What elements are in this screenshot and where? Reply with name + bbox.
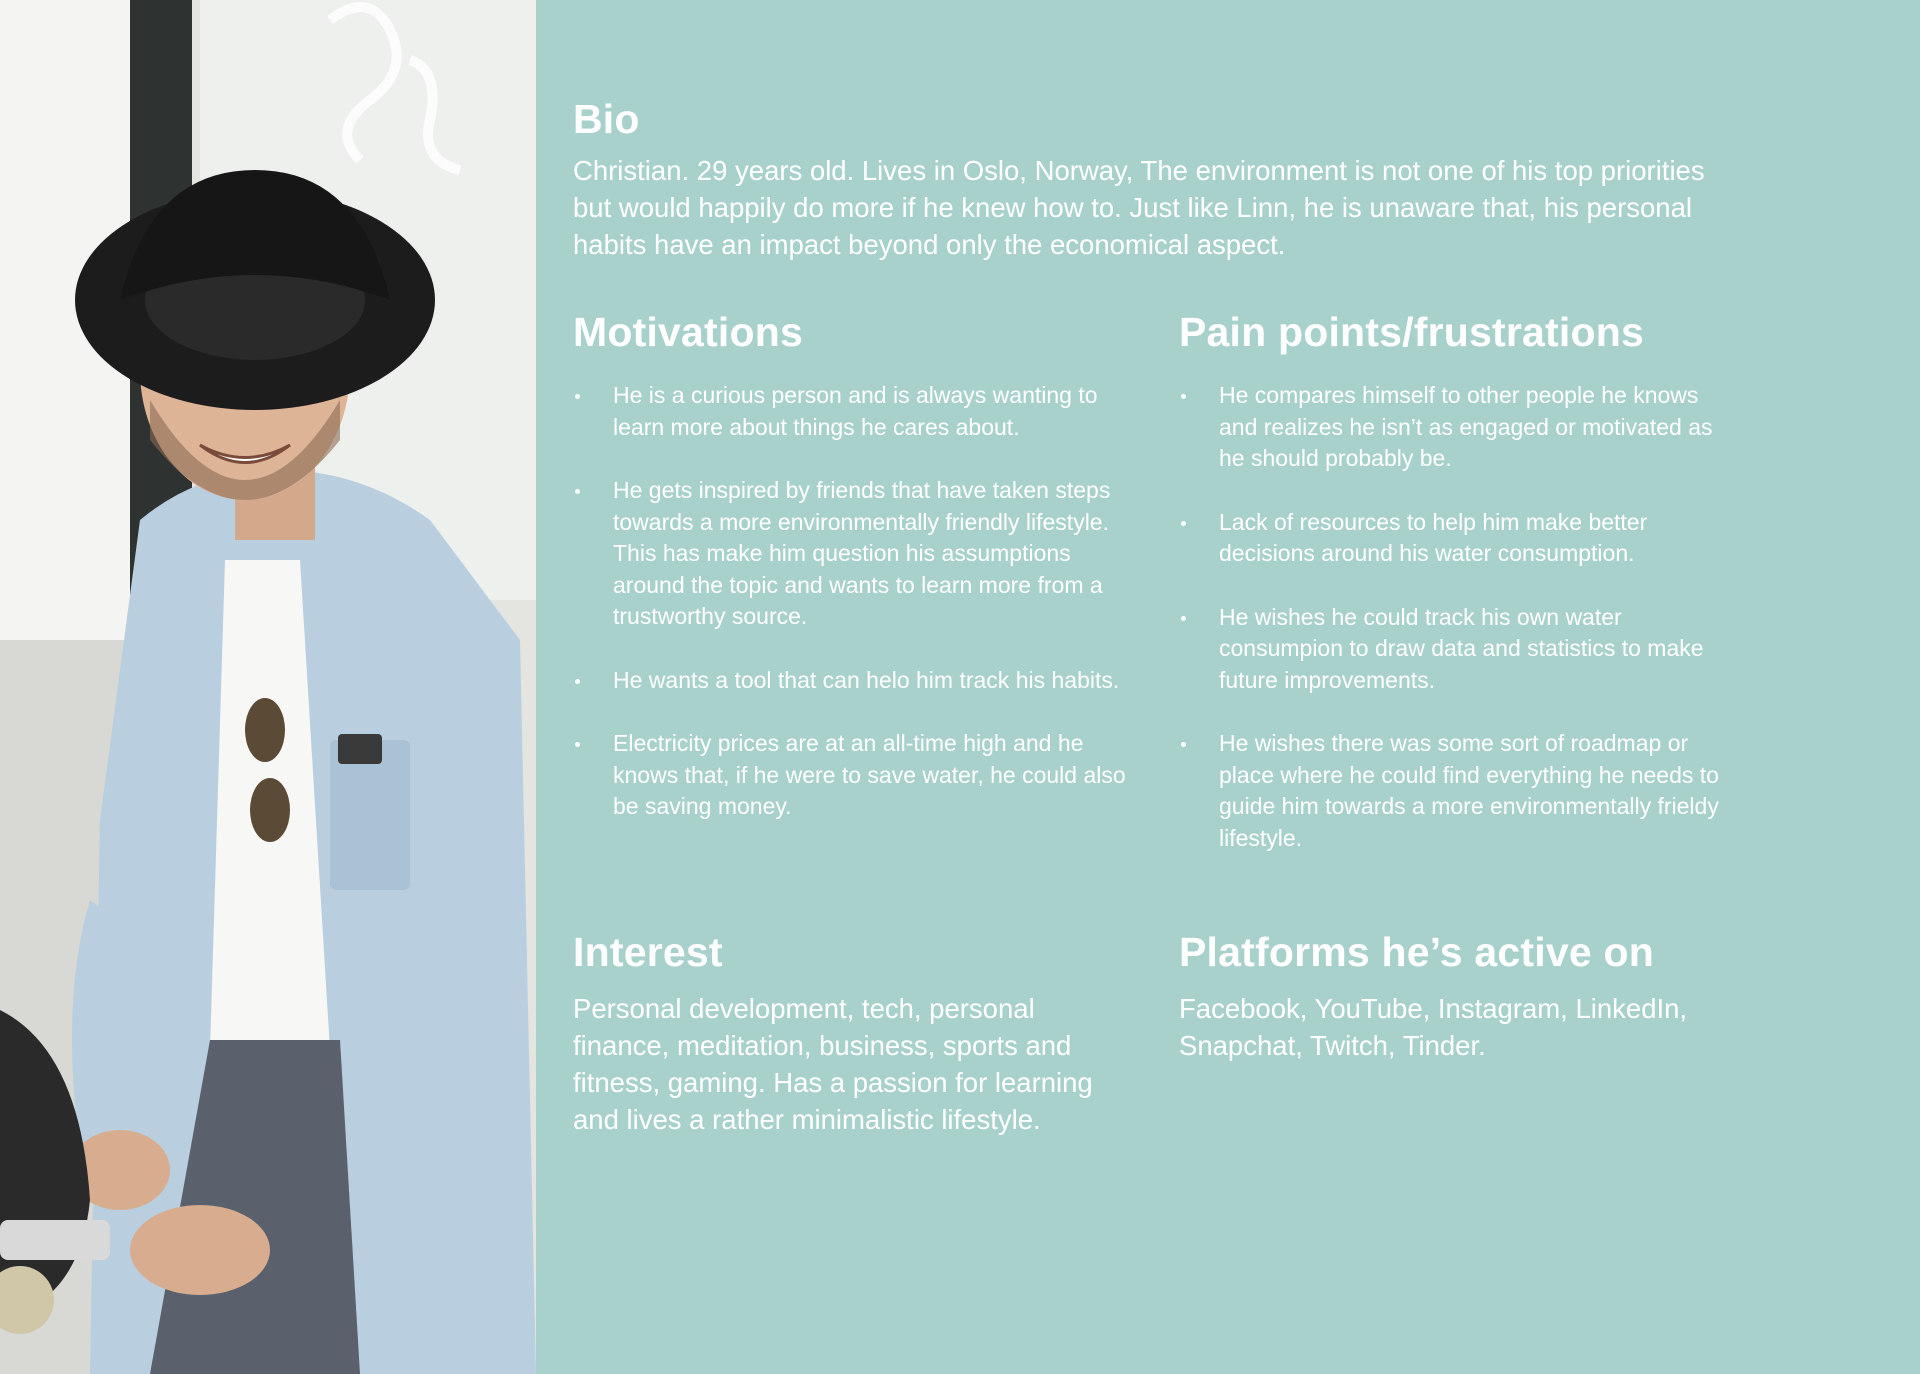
- list-item: [573, 728, 1133, 823]
- pain-point-text: He wishes there was some sort of roadmap or place where he could find everything he needs to guide him towards a more environmentally frieldy lifestyle.: [1219, 730, 1719, 851]
- bullet-icon: [575, 679, 580, 684]
- persona-photo-illustration: [0, 0, 536, 1374]
- platforms-text: Facebook, YouTube, Instagram, LinkedIn, Snapchat, Twitch, Tinder.: [1179, 993, 1688, 1061]
- bullet-icon: [575, 394, 580, 399]
- pain-point-text: He compares himself to other people he knows and realizes he isn’t as engaged or motivated as he should probably be.: [1219, 382, 1713, 471]
- pain-points-list: [1179, 380, 1739, 854]
- bio-heading: Bio: [573, 96, 640, 142]
- bullet-icon: [1181, 742, 1186, 747]
- motivation-text: He is a curious person and is always wanting to learn more about things he cares about.: [613, 382, 1098, 440]
- persona-photo: [0, 0, 536, 1374]
- motivations-section: [573, 308, 1133, 855]
- platforms-section: [1179, 928, 1739, 1064]
- motivation-text: Electricity prices are at an all-time high and he knows that, if he were to save water, he could also be saving money.: [613, 730, 1126, 819]
- list-item: [573, 665, 1133, 697]
- bullet-icon: [1181, 616, 1186, 621]
- motivation-text: He gets inspired by friends that have taken steps towards a more environmentally friendly lifestyle. This has make him question his assumptions around the topic and wants to learn more from a trustworthy source.: [613, 477, 1111, 629]
- interest-heading: Interest: [573, 929, 723, 975]
- bullet-icon: [575, 742, 580, 747]
- list-item: [1179, 380, 1739, 475]
- list-item: [573, 475, 1133, 633]
- list-item: [573, 380, 1133, 443]
- motivations-heading: Motivations: [573, 309, 803, 355]
- motivation-text: He wants a tool that can helo him track his habits.: [613, 666, 1120, 693]
- bullet-icon: [1181, 521, 1186, 526]
- pain-points-heading: Pain points/frustrations: [1179, 309, 1644, 355]
- bio-text: Christian. 29 years old. Lives in Oslo, Norway, The environment is not one of his top priorities but would happily do more if he knew how to. Just like Linn, he is unaware that, his personal habits have an impact beyond only the economical aspect.: [573, 155, 1705, 260]
- list-item: [1179, 602, 1739, 697]
- list-item: [1179, 507, 1739, 570]
- motivations-list: [573, 380, 1133, 823]
- interest-section: [573, 928, 1133, 1138]
- bullet-icon: [1181, 394, 1186, 399]
- persona-details: [536, 0, 1920, 1374]
- pain-points-section: [1179, 308, 1739, 886]
- list-item: [1179, 728, 1739, 854]
- pain-point-text: Lack of resources to help him make better decisions around his water consumption.: [1219, 508, 1648, 566]
- pain-point-text: He wishes he could track his own water consumpion to draw data and statistics to make future improvements.: [1219, 603, 1704, 693]
- interest-text: Personal development, tech, personal finance, meditation, business, sports and fitness, gaming. Has a passion for learning and lives a rather minimalistic lifestyle.: [573, 993, 1093, 1135]
- bullet-icon: [575, 489, 580, 494]
- platforms-heading: Platforms he’s active on: [1179, 929, 1654, 975]
